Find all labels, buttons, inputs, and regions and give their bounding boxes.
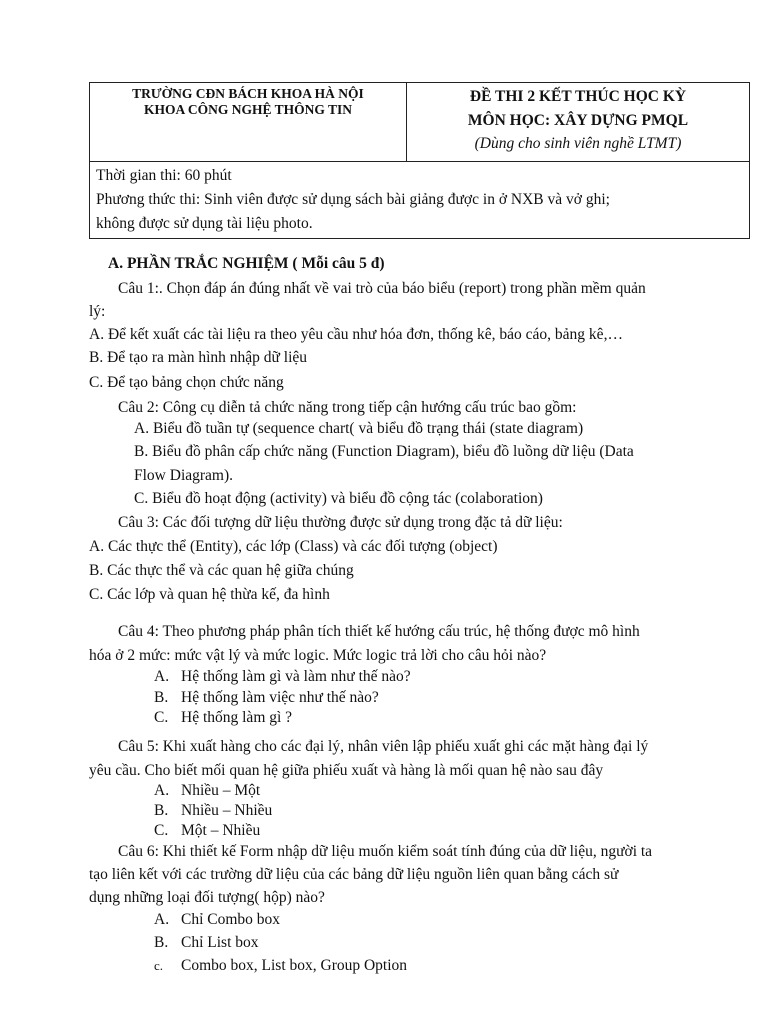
q6-option-b: Chỉ List box: [181, 934, 259, 951]
q5-option-c: Một – Nhiều: [181, 822, 261, 839]
school-name: TRƯỜNG CĐN BÁCH KHOA HÀ NỘI: [132, 86, 364, 101]
q4-stem-line2: hóa ở 2 mức: mức vật lý và mức logic. Mức logic trả lời cho câu hỏi nào?: [89, 647, 547, 664]
q6-option-c-key: c.: [154, 958, 164, 973]
institution-cell: [90, 83, 407, 161]
q6-stem-line3: dụng những loại đối tượng( hộp) nào?: [89, 889, 325, 906]
q3-stem: Câu 3: Các đối tượng dữ liệu thường được sử dụng trong đặc tả dữ liệu:: [118, 514, 563, 531]
exam-info-cell: [407, 83, 749, 161]
q1-option-a: A. Để kết xuất các tài liệu ra theo yêu cầu như hóa đơn, thống kê, báo cáo, bảng kê,…: [89, 326, 623, 343]
q6-option-a-key: A.: [154, 911, 170, 928]
q1-option-b: B. Để tạo ra màn hình nhập dữ liệu: [89, 349, 308, 366]
q2-stem: Câu 2: Công cụ diễn tả chức năng trong tiếp cận hướng cấu trúc bao gồm:: [118, 399, 577, 416]
q4-option-b: Hệ thống làm việc như thế nào?: [181, 689, 379, 706]
q4-option-c-key: C.: [154, 709, 169, 726]
q3-option-b: B. Các thực thể và các quan hệ giữa chúng: [89, 562, 354, 579]
q5-option-b-key: B.: [154, 802, 169, 819]
q3-option-a: A. Các thực thể (Entity), các lớp (Class) và các đối tượng (object): [89, 538, 498, 555]
faculty-name: KHOA CÔNG NGHỆ THÔNG TIN: [143, 102, 353, 117]
q6-stem-line1: Câu 6: Khi thiết kế Form nhập dữ liệu muốn kiểm soát tính đúng của dữ liệu, người ta: [118, 843, 653, 860]
q4-option-b-key: B.: [154, 689, 169, 706]
q2-option-b-line2: Flow Diagram).: [134, 467, 234, 484]
q4-option-a-key: A.: [154, 668, 170, 685]
exam-method-line2: không được sử dụng tài liệu photo.: [96, 215, 313, 232]
exam-header-table: [89, 82, 750, 239]
q6-stem-line2: tạo liên kết với các trường dữ liệu của các bảng dữ liệu nguồn liên quan bằng cách sử: [89, 866, 619, 883]
header-top-row: [90, 83, 749, 162]
q5-stem-line1: Câu 5: Khi xuất hàng cho các đại lý, nhân viên lập phiếu xuất ghi các mặt hàng đại lý: [118, 738, 649, 755]
q4-stem-line1: Câu 4: Theo phương pháp phân tích thiết kế hướng cấu trúc, hệ thống được mô hình: [118, 623, 640, 640]
q6-option-b-key: B.: [154, 934, 169, 951]
q1-stem-line1: Câu 1:. Chọn đáp án đúng nhất về vai trò của báo biểu (report) trong phần mềm quản: [118, 280, 646, 297]
q5-option-b: Nhiều – Nhiều: [181, 802, 273, 819]
exam-method-line1: Phương thức thi: Sinh viên được sử dụng sách bài giảng được in ở NXB và vở ghi;: [96, 191, 610, 208]
q6-option-a: Chỉ Combo box: [181, 911, 281, 928]
q2-option-a: A. Biểu đồ tuần tự (sequence chart( và biểu đồ trạng thái (state diagram): [134, 420, 584, 437]
q2-option-c: C. Biểu đồ hoạt động (activity) và biểu đồ cộng tác (colaboration): [134, 490, 543, 507]
section-title: A. PHẦN TRẮC NGHIỆM ( Mỗi câu 5 đ): [108, 255, 385, 272]
q2-option-b-line1: B. Biểu đồ phân cấp chức năng (Function Diagram), biểu đồ luồng dữ liệu (Data: [134, 443, 634, 460]
q5-option-c-key: C.: [154, 822, 169, 839]
q4-option-a: Hệ thống làm gì và làm như thế nào?: [181, 668, 411, 685]
exam-time: Thời gian thi: 60 phút: [96, 167, 232, 184]
q5-option-a-key: A.: [154, 782, 170, 799]
q5-option-a: Nhiều – Một: [181, 782, 261, 799]
audience-note: (Dùng cho sinh viên nghề LTMT): [474, 135, 682, 152]
q1-option-c: C. Để tạo bảng chọn chức năng: [89, 374, 284, 391]
q1-stem-line2: lý:: [89, 303, 106, 320]
exam-rules-cell: [90, 162, 749, 238]
subject-name: MÔN HỌC: XÂY DỰNG PMQL: [467, 112, 689, 129]
q4-option-c: Hệ thống làm gì ?: [181, 709, 293, 726]
q6-option-c: Combo box, List box, Group Option: [181, 957, 408, 974]
q5-stem-line2: yêu cầu. Cho biết mối quan hệ giữa phiếu xuất và hàng là mối quan hệ nào sau đây: [89, 762, 604, 779]
exam-title: ĐỀ THI 2 KẾT THÚC HỌC KỲ: [469, 88, 687, 105]
q3-option-c: C. Các lớp và quan hệ thừa kế, đa hình: [89, 586, 330, 603]
